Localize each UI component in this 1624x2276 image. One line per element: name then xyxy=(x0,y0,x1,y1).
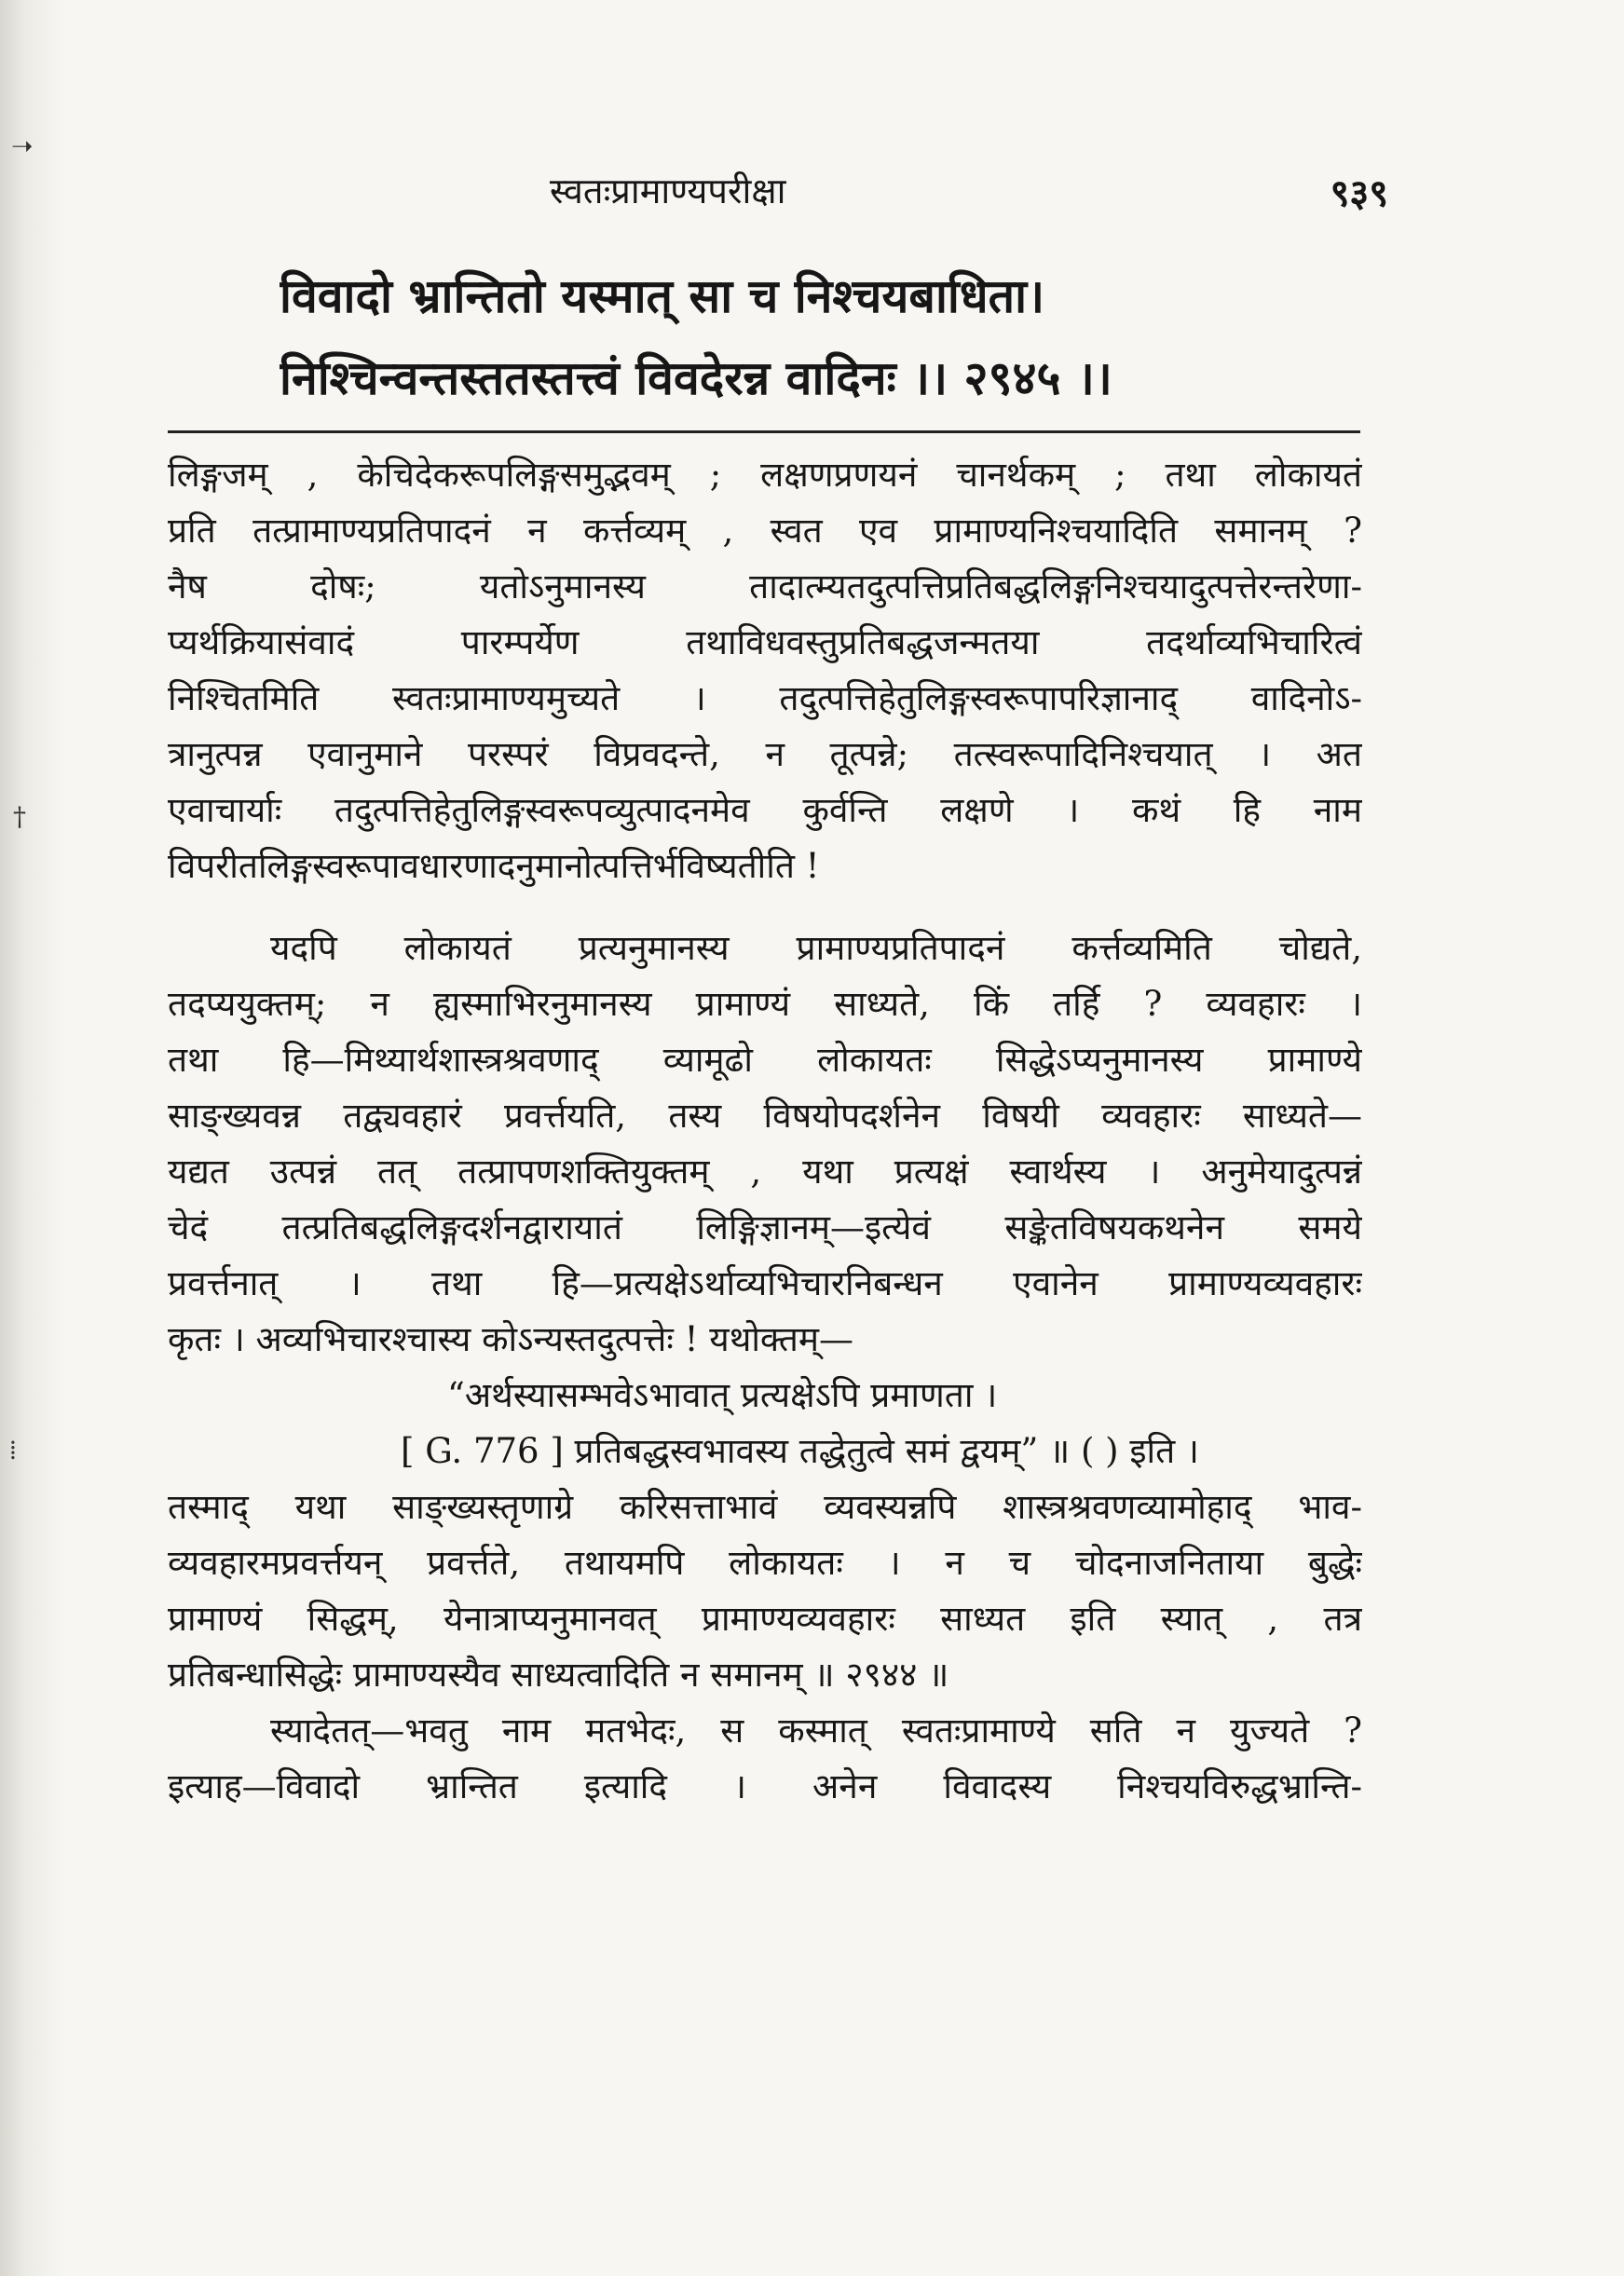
verse-divider xyxy=(168,430,1360,433)
text-line: यद्यत उत्पन्नं तत् तत्प्रापणशक्तियुक्तम् , यथा प्रत्यक्षं स्वार्थस्य । अनुमेयादुत्पन्नं xyxy=(168,1152,1362,1192)
text-line: प्रतिबन्धासिद्धेः प्रामाण्यस्यैव साध्यत्वादिति न समानम् ॥ २९४४ ॥ xyxy=(168,1655,949,1695)
verse-line-2: निश्चिन्वन्तस्ततस्तत्त्वं विवदेरन्न वादिनः ।। २९४५ ।। xyxy=(280,350,1112,405)
text-line: स्यादेतत्—भवतु नाम मतभेदः, स कस्मात् स्वतःप्रामाण्ये सति न युज्यते ? xyxy=(270,1710,1362,1751)
text-line: व्यवहारमप्रवर्त्तयन् प्रवर्त्तते, तथायमपि लोकायतः । न च चोदनाजनिताया बुद्धेः xyxy=(168,1543,1362,1583)
text-line: तथा हि—मिथ्यार्थशास्त्रश्रवणाद् व्यामूढो लोकायतः सिद्धेऽप्यनुमानस्य प्रामाण्ये xyxy=(168,1040,1362,1080)
edge-arrow-mark: ➝ xyxy=(11,130,34,161)
quoted-verse-line-1: “अर्थस्यासम्भवेऽभावात् प्रत्यक्षेऽपि प्रमाणता । xyxy=(447,1375,998,1415)
text-line: एवाचार्याः तदुत्पत्तिहेतुलिङ्गस्वरूपव्युत्पादनमेव कुर्वन्ति लक्षणे । कथं हि नाम xyxy=(168,790,1362,830)
text-line: इत्याह—विवादो भ्रान्तित इत्यादि । अनेन विवादस्य निश्चयविरुद्धभ्रान्ति- xyxy=(168,1766,1362,1806)
commentary xyxy=(168,447,1362,1815)
edge-tick-mark: ⁞ xyxy=(9,1435,17,1465)
quoted-verse-line-2: [ G. 776 ] प्रतिबद्धस्वभावस्य तद्धेतुत्वे समं द्वयम्” ॥ ( ) इति । xyxy=(401,1431,1199,1471)
verse-line-1: विवादो भ्रान्तितो यस्मात् सा च निश्चयबाधिता। xyxy=(280,268,1045,323)
text-line: प्यर्थक्रियासंवादं पारम्पर्येण तथाविधवस्तुप्रतिबद्धजन्मतया तदर्थाव्यभिचारित्वं xyxy=(168,622,1362,662)
text-line: प्रामाण्यं सिद्धम्, येनात्राप्यनुमानवत् प्रामाण्यव्यवहारः साध्यत इति स्यात् , तत्र xyxy=(168,1599,1362,1639)
text-line: तदप्ययुक्तम्; न ह्यस्माभिरनुमानस्य प्रामाण्यं साध्यते, किं तर्हि ? व्यवहारः । xyxy=(168,984,1362,1024)
binding-edge xyxy=(0,0,65,2276)
page-number: ९३९ xyxy=(1330,171,1388,215)
text-line: कृतः । अव्यभिचारश्चास्य कोऽन्यस्तदुत्पत्तेः ! यथोक्तम्— xyxy=(168,1319,853,1359)
text-line: तस्माद् यथा साङ्ख्यस्तृणाग्रे करिसत्ताभावं व्यवस्यन्नपि शास्त्रश्रवणव्यामोहाद् भाव- xyxy=(168,1487,1362,1527)
text-line: नैष दोषः; यतोऽनुमानस्य तादात्म्यतदुत्पत्तिप्रतिबद्धलिङ्गनिश्चयादुत्पत्तेरन्तरेणा- xyxy=(168,566,1362,606)
paragraph-gap xyxy=(168,894,1362,920)
text-line: साङ्ख्यवन्न तद्व्यवहारं प्रवर्त्तयति, तस्य विषयोपदर्शनेन विषयी व्यवहारः साध्यते— xyxy=(168,1096,1362,1136)
text-line: विपरीतलिङ्गस्वरूपावधारणादनुमानोत्पत्तिर्भविष्यतीति ! xyxy=(168,846,820,886)
text-line: प्रवर्त्तनात् । तथा हि—प्रत्यक्षेऽर्थाव्यभिचारनिबन्धन एवानेन प्रामाण्यव्यवहारः xyxy=(168,1263,1362,1303)
text-line: प्रति तत्प्रामाण्यप्रतिपादनं न कर्त्तव्यम् , स्वत एव प्रामाण्यनिश्चयादिति समानम् ? xyxy=(168,511,1362,551)
text-line: लिङ्गजम् , केचिदेकरूपलिङ्गसमुद्भवम् ; लक्षणप्रणयनं चानर्थकम् ; तथा लोकायतं xyxy=(168,455,1362,495)
text-line: यदपि लोकायतं प्रत्यनुमानस्य प्रामाण्यप्रतिपादनं कर्त्तव्यमिति चोद्यते, xyxy=(270,928,1362,968)
running-header xyxy=(550,166,1388,222)
text-line: चेदं तत्प्रतिबद्धलिङ्गदर्शनद्वारायातं लिङ्गिज्ञानम्—इत्येवं सङ्केतविषयकथनेन समये xyxy=(168,1207,1362,1247)
running-title: स्वतःप्रामाण्यपरीक्षा xyxy=(550,170,786,211)
edge-cross-mark: † xyxy=(13,801,26,832)
text-line: त्रानुत्पन्न एवानुमाने परस्परं विप्रवदन्ते, न तूत्पन्ने; तत्स्वरूपादिनिश्चयात् । अत xyxy=(168,734,1362,774)
text-line: निश्चितमिति स्वतःप्रामाण्यमुच्यते । तदुत्पत्तिहेतुलिङ्गस्वरूपापरिज्ञानाद् वादिनोऽ- xyxy=(168,678,1362,718)
